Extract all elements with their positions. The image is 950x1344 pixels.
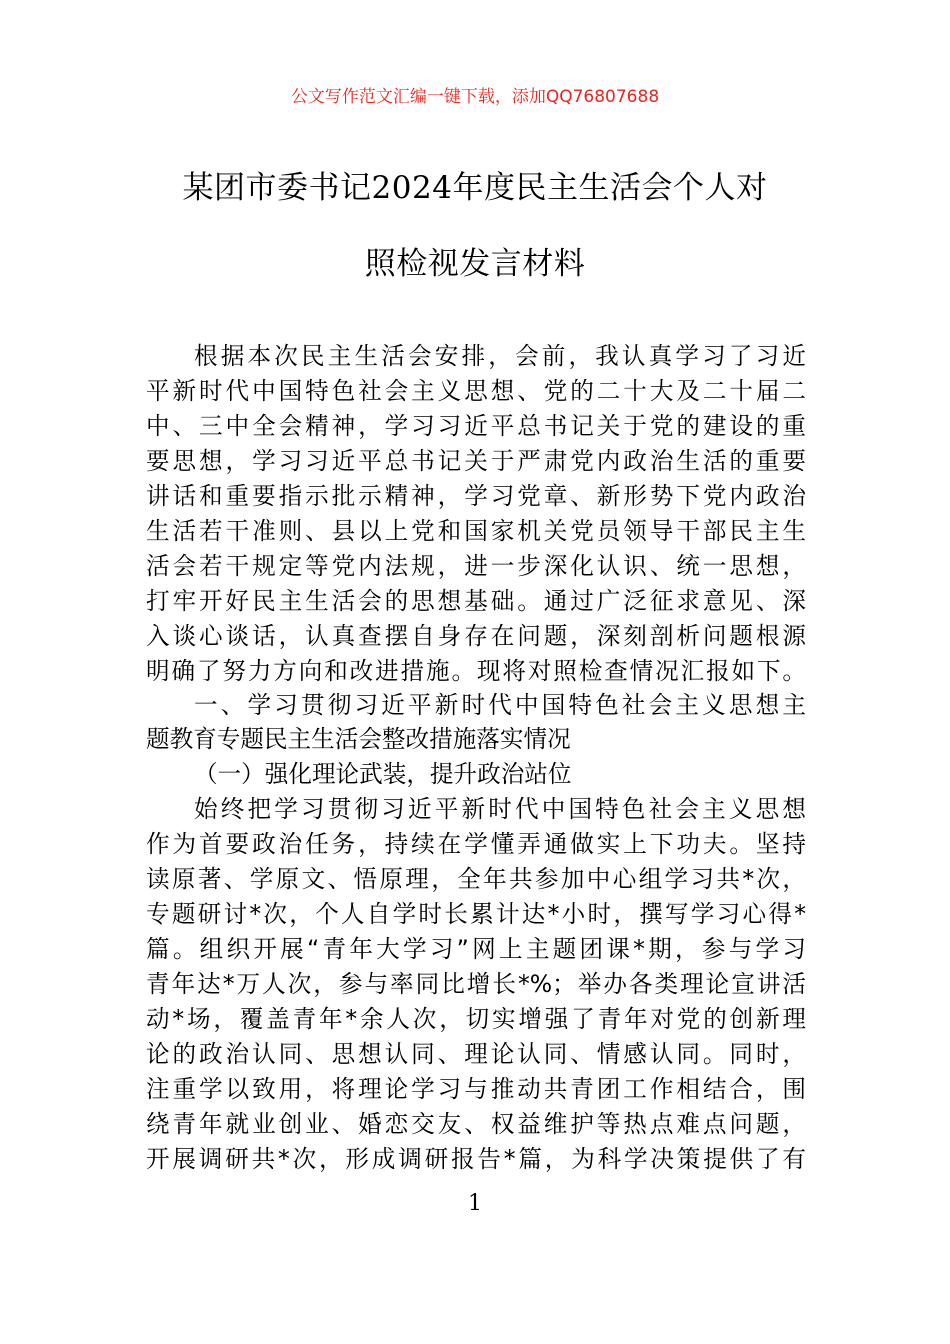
body-line: 打牢开好民主生活会的思想基础。通过广泛征求意见、深 — [146, 587, 806, 615]
subsection-heading: （一）强化理论武装，提升政治站位 — [194, 760, 572, 788]
body-line: 读原著、学原文、悟原理，全年共参加中心组学习共*次， — [146, 865, 806, 893]
header-download-note: 公文写作范文汇编一键下载，添加QQ76807688 — [290, 87, 660, 107]
section-heading-line: 题教育专题民主生活会整改措施落实情况 — [146, 725, 571, 753]
body-line: 作为首要政治任务，持续在学懂弄通做实上下功夫。坚持 — [146, 830, 806, 858]
page-number: 1 — [468, 1191, 482, 1216]
body-line: 绕青年就业创业、婚恋交友、权益维护等热点难点问题， — [146, 1110, 806, 1138]
body-line: 专题研讨*次，个人自学时长累计达*小时，撰写学习心得* — [146, 900, 806, 928]
body-line: 注重学以致用，将理论学习与推动共青团工作相结合，围 — [146, 1075, 806, 1103]
body-line: 青年达*万人次，参与率同比增长*%；举办各类理论宣讲活 — [146, 970, 806, 998]
body-line: 活会若干规定等党内法规，进一步深化认识、统一思想， — [146, 552, 806, 580]
body-line: 入谈心谈话，认真查摆自身存在问题，深刻剖析问题根源 — [146, 622, 806, 650]
body-line: 讲话和重要指示批示精神，学习党章、新形势下党内政治 — [146, 482, 806, 510]
body-line: 中、三中全会精神，学习习近平总书记关于党的建设的重 — [146, 412, 806, 440]
body-line: 要思想，学习习近平总书记关于严肃党内政治生活的重要 — [146, 447, 806, 475]
body-line: 始终把学习贯彻习近平新时代中国特色社会主义思想 — [194, 795, 806, 823]
document-title-line-1: 某团市委书记2024年度民主生活会个人对 — [182, 170, 768, 206]
body-line: 明确了努力方向和改进措施。现将对照检查情况汇报如下。 — [146, 657, 806, 685]
section-heading-line: 一、学习贯彻习近平新时代中国特色社会主义思想主 — [194, 691, 806, 719]
body-line: 论的政治认同、思想认同、理论认同、情感认同。同时， — [146, 1040, 806, 1068]
document-title-line-2: 照检视发言材料 — [364, 246, 586, 282]
body-line: 生活若干准则、县以上党和国家机关党员领导干部民主生 — [146, 517, 806, 545]
body-line: 平新时代中国特色社会主义思想、党的二十大及二十届二 — [146, 377, 806, 405]
body-line: 动*场，覆盖青年*余人次，切实增强了青年对党的创新理 — [146, 1005, 806, 1033]
body-line: 开展调研共*次，形成调研报告*篇，为科学决策提供了有 — [146, 1145, 806, 1173]
body-line: 篇。组织开展“青年大学习”网上主题团课*期，参与学习 — [146, 935, 806, 963]
body-line: 根据本次民主生活会安排，会前，我认真学习了习近 — [194, 342, 806, 370]
